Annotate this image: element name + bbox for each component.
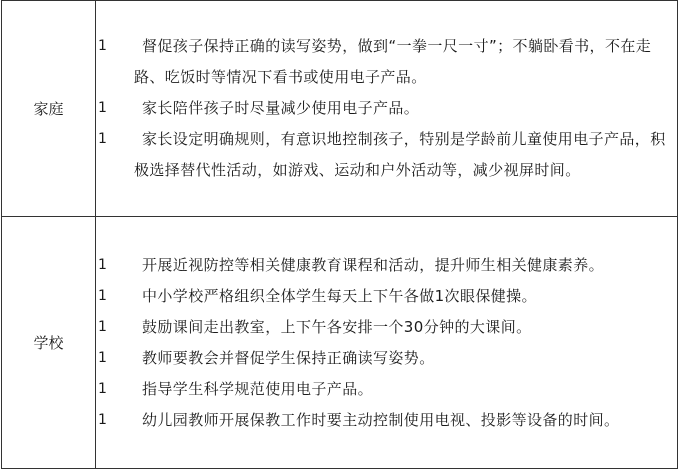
item-text: 中小学校严格组织全体学生每天上下午各做1次眼保健操。: [142, 286, 537, 305]
item-number: 1: [98, 256, 107, 273]
list-item: [96, 343, 677, 374]
item-text: 家长设定明确规则，有意识地控制孩子，特别是学龄前儿童使用电子产品，积极选择替代性活动，如游戏、运动和户外活动等，减少视屏时间。: [134, 130, 666, 179]
list-item: [96, 250, 677, 281]
item-number: 1: [98, 131, 107, 147]
list-item: [96, 93, 677, 124]
category-cell-school: 学校: [2, 217, 96, 469]
item-number: 1: [98, 411, 107, 428]
item-text: 督促孩子保持正确的读写姿势，做到“一拳一尺一寸”；不躺卧看书，不在走路、吃饭时等情况下看书或使用电子产品。: [134, 37, 652, 86]
item-number: 1: [98, 100, 107, 116]
category-cell-family: 家庭: [2, 1, 96, 217]
item-number: 1: [98, 38, 107, 54]
table-row-school: [2, 217, 678, 469]
item-text: 家长陪伴孩子时尽量减少使用电子产品。: [142, 99, 420, 117]
item-text: 幼儿园教师开展保教工作时要主动控制使用电视、投影等设备的时间。: [142, 410, 620, 429]
item-text: 开展近视防控等相关健康教育课程和活动，提升师生相关健康素养。: [142, 255, 605, 274]
content-cell-family: [96, 1, 678, 217]
item-number: 1: [98, 349, 107, 366]
item-text: 鼓励课间走出教室，上下午各安排一个30分钟的大课间。: [142, 317, 532, 336]
item-text: 教师要教会并督促学生保持正确读写姿势。: [142, 348, 435, 367]
list-item: [96, 405, 677, 436]
guidelines-table: [1, 0, 678, 469]
item-number: 1: [98, 380, 107, 397]
list-item: [96, 31, 677, 93]
list-item: [96, 124, 677, 186]
list-item: [96, 374, 677, 405]
item-number: 1: [98, 287, 107, 304]
content-cell-school: [96, 217, 678, 469]
list-item: [96, 281, 677, 312]
table-row-family: [2, 1, 678, 217]
list-item: [96, 312, 677, 343]
item-text: 指导学生科学规范使用电子产品。: [142, 379, 374, 398]
item-number: 1: [98, 318, 107, 335]
